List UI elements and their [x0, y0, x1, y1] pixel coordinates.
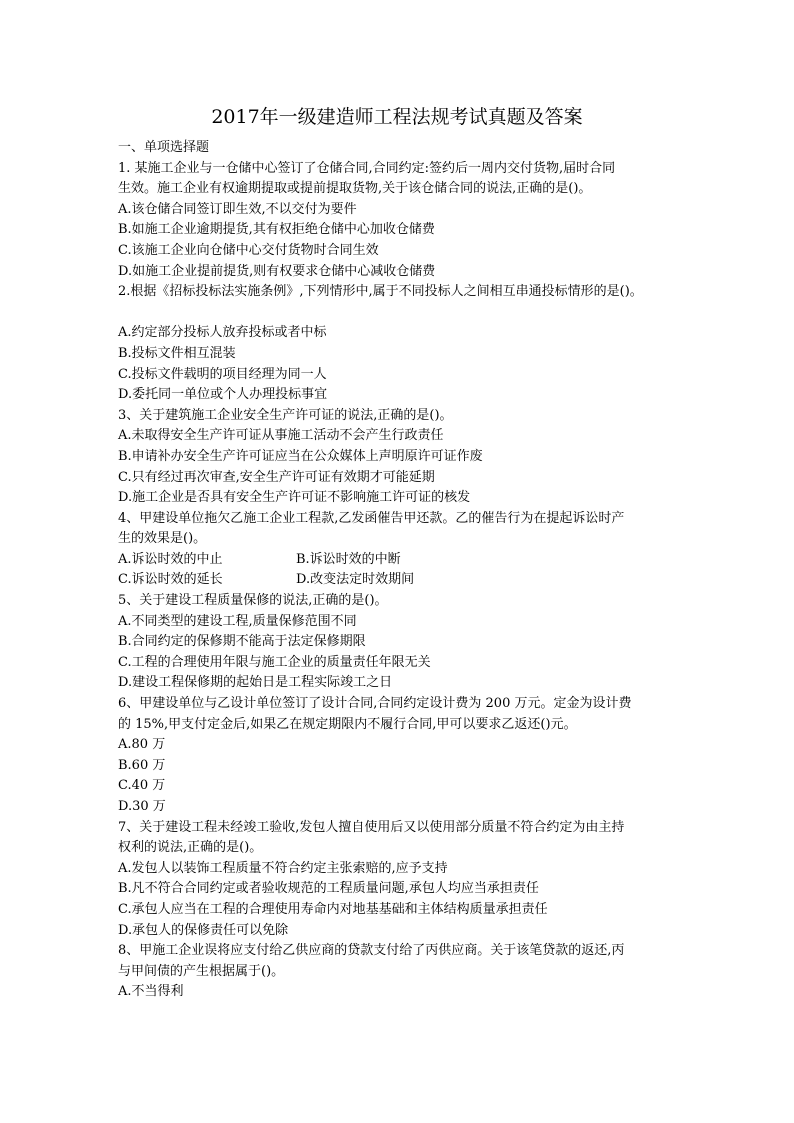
- question-3-option-a: A.未取得安全生产许可证从事施工活动不会产生行政责任: [118, 428, 444, 444]
- question-1-option-b: B.如施工企业逾期提货,其有权拒绝仓储中心加收仓储费: [118, 222, 435, 238]
- question-3-option-c: C.只有经过再次审查,安全生产许可证有效期才可能延期: [118, 469, 435, 485]
- question-4-options-row-2: [118, 570, 688, 591]
- question-3-option-b: B.申请补办安全生产许可证应当在公众媒体上声明原许可证作废: [118, 448, 483, 464]
- question-7-option-a: A.发包人以装饰工程质量不符合约定主张索赔的,应予支持: [118, 860, 448, 876]
- question-1-option-d: D.如施工企业提前提货,则有权要求仓储中心减收仓储费: [118, 263, 436, 279]
- question-2-stem: 2.根据《招标投标法实施条例》,下列情形中,属于不同投标人之间相互串通投标情形的是()。: [118, 284, 643, 300]
- document-title: 2017年一级建造师工程法规考试真题及答案: [211, 106, 583, 128]
- question-4-option-c: C.诉讼时效的延长: [118, 572, 223, 588]
- blank-line: [118, 303, 688, 324]
- question-7-option-c: C.承包人应当在工程的合理使用寿命内对地基基础和主体结构质量承担责任: [118, 901, 548, 917]
- question-8-option-a: A.不当得利: [118, 984, 184, 1000]
- question-5-option-b: B.合同约定的保修期不能高于法定保修期限: [118, 634, 366, 650]
- question-3-stem: 3、关于建筑施工企业安全生产许可证的说法,正确的是()。: [118, 407, 453, 423]
- question-7-stem-cont: 权利的说法,正确的是()。: [118, 840, 263, 856]
- question-1-option-c: C.该施工企业向仓储中心交付货物时合同生效: [118, 242, 379, 258]
- question-4-options-row-1: [118, 550, 688, 571]
- question-2-option-b: B.投标文件相互混装: [118, 345, 236, 361]
- question-5-option-a: A.不同类型的建设工程,质量保修范围不同: [118, 613, 357, 629]
- question-2-option-d: D.委托同一单位或个人办理投标事宜: [118, 387, 328, 403]
- question-8-stem-cont: 与甲间债的产生根据属于()。: [118, 963, 285, 979]
- document-body: [118, 138, 688, 1003]
- question-4-option-d: D.改变法定时效期间: [296, 572, 415, 588]
- question-6-stem-cont: 的 15%,甲支付定金后,如果乙在规定期限内不履行合同,甲可以要求乙返还()元。: [118, 716, 577, 732]
- question-1-stem-cont: 生效。施工企业有权逾期提取或提前提取货物,关于该仓储合同的说法,正确的是()。: [118, 181, 592, 197]
- question-3-option-d: D.施工企业是否具有安全生产许可证不影响施工许可证的核发: [118, 490, 471, 506]
- question-7-option-b: B.凡不符合合同约定或者验收规范的工程质量问题,承包人均应当承担责任: [118, 881, 539, 897]
- question-8-stem: 8、甲施工企业误将应支付给乙供应商的贷款支付给了丙供应商。关于该笔贷款的返还,丙: [118, 943, 625, 959]
- question-4-stem: 4、甲建设单位拖欠乙施工企业工程款,乙发函催告甲还款。乙的催告行为在提起诉讼时产: [118, 510, 625, 526]
- question-6-option-c: C.40 万: [118, 778, 166, 794]
- question-2-option-a: A.约定部分投标人放弃投标或者中标: [118, 325, 327, 341]
- question-5-option-d: D.建设工程保修期的起始日是工程实际竣工之日: [118, 675, 393, 691]
- question-4-option-b: B.诉讼时效的中断: [296, 551, 401, 567]
- question-4-option-a: A.诉讼时效的中止: [118, 551, 223, 567]
- question-6-option-a: A.80 万: [118, 737, 166, 753]
- question-6-option-d: D.30 万: [118, 799, 166, 814]
- question-1-stem: 1. 某施工企业与一仓储中心签订了仓储合同,合同约定:签约后一周内交付货物,届时合同: [118, 160, 616, 176]
- question-4-stem-cont: 生的效果是()。: [118, 531, 207, 547]
- question-2-option-c: C.投标文件载明的项目经理为同一人: [118, 366, 327, 382]
- section-heading: 一、单项选择题: [118, 140, 210, 155]
- question-7-stem: 7、关于建设工程未经竣工验收,发包人擅自使用后又以使用部分质量不符合约定为由主持: [118, 819, 625, 835]
- question-6-option-b: B.60 万: [118, 757, 166, 773]
- question-5-stem: 5、关于建设工程质量保修的说法,正确的是()。: [118, 593, 388, 609]
- question-1-option-a: A.该仓储合同签订即生效,不以交付为要件: [118, 201, 357, 217]
- question-7-option-d: D.承包人的保修责任可以免除: [118, 922, 289, 938]
- question-5-option-c: C.工程的合理使用年限与施工企业的质量责任年限无关: [118, 654, 431, 670]
- question-6-stem: 6、甲建设单位与乙设计单位签订了设计合同,合同约定设计费为 200 万元。定金为设计费: [118, 696, 632, 712]
